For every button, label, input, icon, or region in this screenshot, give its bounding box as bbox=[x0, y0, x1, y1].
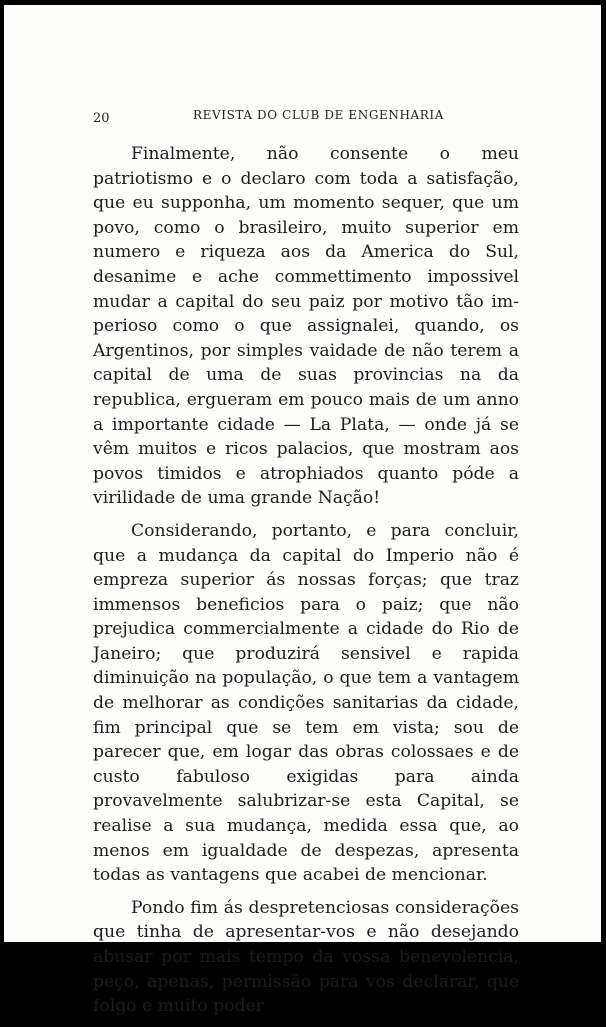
running-head: REVISTA DO CLUB DE ENGENHARIA bbox=[193, 108, 445, 122]
body-text bbox=[93, 142, 519, 1027]
paragraph-3: Pondo fim ás despretenciosas considerações que tinha de apresentar-vos e não desejando abusar por mais tempo da vossa benevolencia, peço, apenas, permissão para vos declarar, que folgo e muito poder bbox=[93, 897, 519, 1017]
paragraph-1: Finalmente, não consente o meu patriotismo e o declaro com toda a satisfação, que eu supponha, um momento sequer, que um povo, como o brasileiro, muito superior em numero e riqueza aos da America do Sul, desanime e ache commettimento impossivel mudar a capital do seu paiz por motivo tão imperioso como o que assignalei, quando, os Argentinos, por simples vaidade de não terem a capital de uma de suas provincias na da republica, ergueram em pouco mais de um anno a importante cidade — La Plata, — onde já se vêm muitos e ricos palacios, que mostram aos povos timidos e atrophiados quanto póde a virilidade de uma grande Nação! bbox=[93, 144, 519, 509]
document-page bbox=[4, 5, 601, 1017]
page-header bbox=[93, 108, 519, 126]
page-number: 20 bbox=[93, 111, 110, 126]
paragraph-2: Considerando, portanto, e para concluir, que a mudança da capital do Imperio não é empreza superior ás nossas forças; que traz immensos beneficios para o paiz; que não prejudica commercialmente a cidade do Rio de Janeiro; que produzirá sensivel e rapida diminuição na população, o que tem a vantagem de melhorar as condições sanitarias da cidade, fim principal que se tem em vista; sou de parecer que, em logar das obras colossaes e de custo fabuloso exigidas para ainda provavelmente salubrizar-se esta Capital, se realise a sua mudança, medida essa que, ao menos em igualdade de despezas, apresenta todas as vantagens que acabei de mencionar. bbox=[93, 520, 519, 886]
